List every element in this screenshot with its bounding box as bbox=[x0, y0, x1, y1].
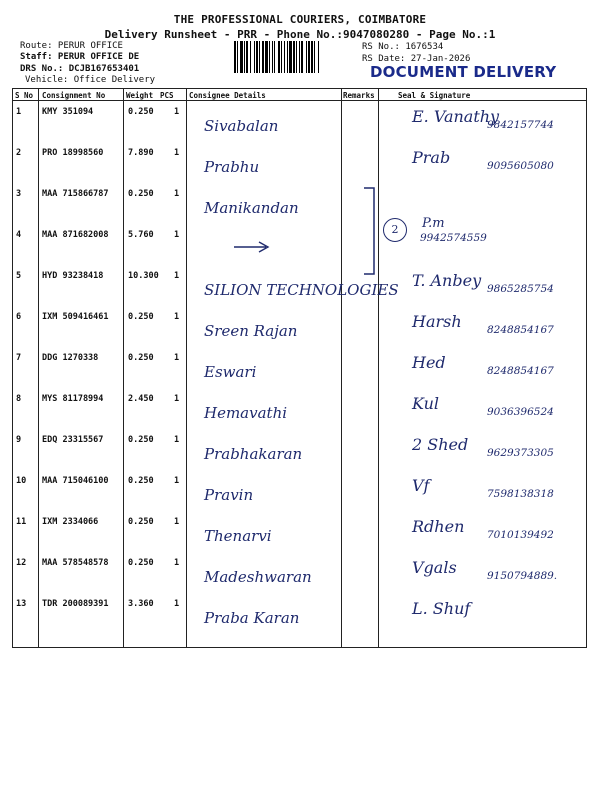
table-row bbox=[12, 429, 587, 470]
row-sno: 10 bbox=[16, 476, 27, 486]
table-row bbox=[12, 142, 587, 183]
row-pcs: 1 bbox=[174, 230, 180, 240]
row-consignment: MAA 715046100 bbox=[42, 476, 109, 486]
runsheet-subtitle: Delivery Runsheet - PRR - Phone No.:9047080280 - Page No.:1 bbox=[104, 28, 496, 41]
row-consignment: MAA 871682008 bbox=[42, 230, 109, 240]
row-consignment: MYS 81178994 bbox=[42, 394, 104, 404]
rs-date: RS Date: 27-Jan-2026 bbox=[362, 54, 471, 64]
row-consignment: IXM 509416461 bbox=[42, 312, 109, 322]
header-consignment: Consignment No bbox=[42, 91, 106, 100]
row-weight: 5.760 bbox=[128, 230, 154, 240]
table-row bbox=[12, 347, 587, 388]
row-consignment: EDQ 23315567 bbox=[42, 435, 104, 445]
row-signature-phone: 9150794889. bbox=[487, 570, 558, 582]
header-pcs: PCS bbox=[160, 91, 174, 100]
row-consignment: KMY 351094 bbox=[42, 107, 94, 117]
grouping-bracket bbox=[362, 186, 382, 276]
row-signature-phone: 9842157744 bbox=[487, 119, 554, 131]
row-weight: 0.250 bbox=[128, 517, 154, 527]
row-sno: 7 bbox=[16, 353, 22, 363]
row-weight: 0.250 bbox=[128, 476, 154, 486]
table-row bbox=[12, 388, 587, 429]
row-consignment: PRO 18998560 bbox=[42, 148, 104, 158]
row-signature-phone: 9865285754 bbox=[487, 283, 554, 295]
arrow-mark bbox=[232, 240, 272, 254]
row-weight: 7.890 bbox=[128, 148, 154, 158]
staff-label: Staff: PERUR OFFICE DE bbox=[20, 52, 140, 62]
row-signature-phone: 9629373305 bbox=[487, 447, 554, 459]
row-signature-phone: 9095605080 bbox=[487, 160, 554, 172]
row-signature-phone: 7598138318 bbox=[487, 488, 554, 500]
table-row bbox=[12, 593, 587, 634]
row-signature-phone: 8248854167 bbox=[487, 365, 554, 377]
row-weight: 0.250 bbox=[128, 107, 154, 117]
row-consignment: MAA 715866787 bbox=[42, 189, 109, 199]
rs-number: RS No.: 1676534 bbox=[362, 42, 444, 52]
row-weight: 0.250 bbox=[128, 312, 154, 322]
header-consignee: Consignee Details bbox=[189, 91, 266, 100]
row-sno: 2 bbox=[16, 148, 22, 158]
table-row bbox=[12, 224, 587, 265]
table-row bbox=[12, 101, 587, 142]
drs-number: DRS No.: DCJB167653401 bbox=[20, 64, 140, 74]
header-remarks: Remarks bbox=[343, 91, 375, 100]
row-signature: Vgals bbox=[412, 558, 457, 577]
row-sno: 5 bbox=[16, 271, 22, 281]
row-weight: 2.450 bbox=[128, 394, 154, 404]
row-signature: Kul bbox=[412, 394, 440, 413]
row-pcs: 1 bbox=[174, 476, 180, 486]
row-consignee-handwriting: Madeshwaran bbox=[204, 568, 312, 586]
row-signature-phone: 9036396524 bbox=[487, 406, 554, 418]
table-row bbox=[12, 306, 587, 347]
row-signature-phone: 8248854167 bbox=[487, 324, 554, 336]
row-signature: E. Vanathy bbox=[412, 107, 500, 126]
table-row bbox=[12, 470, 587, 511]
runsheet-table bbox=[12, 88, 587, 648]
row-signature-phone: 7010139492 bbox=[487, 529, 554, 541]
row-consignee-handwriting: Sivabalan bbox=[204, 117, 279, 135]
row-consignee-handwriting: Prabhakaran bbox=[204, 445, 303, 463]
row-pcs: 1 bbox=[174, 107, 180, 117]
header-seal-signature: Seal & Signature bbox=[398, 91, 471, 100]
row-pcs: 1 bbox=[174, 394, 180, 404]
row-pcs: 1 bbox=[174, 599, 180, 609]
header-sno: S No bbox=[15, 91, 34, 100]
row-pcs: 1 bbox=[174, 353, 180, 363]
row-weight: 0.250 bbox=[128, 353, 154, 363]
row-weight: 0.250 bbox=[128, 558, 154, 568]
header-weight: Weight bbox=[126, 91, 154, 100]
row-consignment: MAA 578548578 bbox=[42, 558, 109, 568]
row-sno: 6 bbox=[16, 312, 22, 322]
row-consignee-handwriting: Prabhu bbox=[204, 158, 260, 176]
row-pcs: 1 bbox=[174, 148, 180, 158]
row-pcs: 1 bbox=[174, 435, 180, 445]
row-signature: Prab bbox=[412, 148, 451, 167]
row-signature: Harsh bbox=[412, 312, 462, 331]
row-consignee-handwriting: SILION TECHNOLOGIES bbox=[204, 281, 399, 299]
row-consignee-handwriting: Praba Karan bbox=[204, 609, 300, 627]
row-weight: 3.360 bbox=[128, 599, 154, 609]
table-row bbox=[12, 552, 587, 593]
row-pcs: 1 bbox=[174, 189, 180, 199]
document-delivery-stamp: DOCUMENT DELIVERY bbox=[370, 63, 557, 81]
row-pcs: 1 bbox=[174, 271, 180, 281]
row-weight: 10.300 bbox=[128, 271, 159, 281]
row-signature: Rdhen bbox=[412, 517, 465, 536]
row-pcs: 1 bbox=[174, 558, 180, 568]
row-consignee-handwriting: Manikandan bbox=[204, 199, 299, 217]
table-row bbox=[12, 511, 587, 552]
row-signature: L. Shuf bbox=[412, 599, 471, 618]
row-sno: 3 bbox=[16, 189, 22, 199]
row-sno: 4 bbox=[16, 230, 22, 240]
row-consignee-handwriting: Pravin bbox=[204, 486, 254, 504]
table-row bbox=[12, 183, 587, 224]
row-sno: 9 bbox=[16, 435, 22, 445]
row-sno: 1 bbox=[16, 107, 22, 117]
company-title: THE PROFESSIONAL COURIERS, COIMBATORE bbox=[173, 13, 427, 26]
row-signature: Hed bbox=[412, 353, 446, 372]
shared-signature: P.m bbox=[422, 216, 445, 231]
row-sno: 13 bbox=[16, 599, 27, 609]
row-pcs: 1 bbox=[174, 312, 180, 322]
row-consignee-handwriting: Eswari bbox=[204, 363, 257, 381]
row-sno: 8 bbox=[16, 394, 22, 404]
row-consignee-handwriting: Sreen Rajan bbox=[204, 322, 298, 340]
vehicle-label: Vehicle: Office Delivery bbox=[25, 75, 156, 85]
barcode-image bbox=[233, 41, 358, 73]
remark-circle: 2 bbox=[383, 218, 407, 242]
row-signature: 2 Shed bbox=[412, 435, 469, 454]
row-consignment: HYD 93238418 bbox=[42, 271, 104, 281]
row-signature: Vf bbox=[412, 476, 430, 495]
row-weight: 0.250 bbox=[128, 435, 154, 445]
row-weight: 0.250 bbox=[128, 189, 154, 199]
row-pcs: 1 bbox=[174, 517, 180, 527]
row-consignment: IXM 2334066 bbox=[42, 517, 99, 527]
row-sno: 11 bbox=[16, 517, 27, 527]
row-signature: T. Anbey bbox=[412, 271, 482, 290]
route-label: Route: PERUR OFFICE bbox=[20, 41, 123, 51]
row-consignee-handwriting: Hemavathi bbox=[204, 404, 288, 422]
table-row bbox=[12, 265, 587, 306]
row-consignment: DDG 1270338 bbox=[42, 353, 99, 363]
row-consignee-handwriting: Thenarvi bbox=[204, 527, 272, 545]
row-sno: 12 bbox=[16, 558, 27, 568]
shared-phone: 9942574559 bbox=[420, 232, 487, 244]
row-consignment: TDR 200089391 bbox=[42, 599, 109, 609]
